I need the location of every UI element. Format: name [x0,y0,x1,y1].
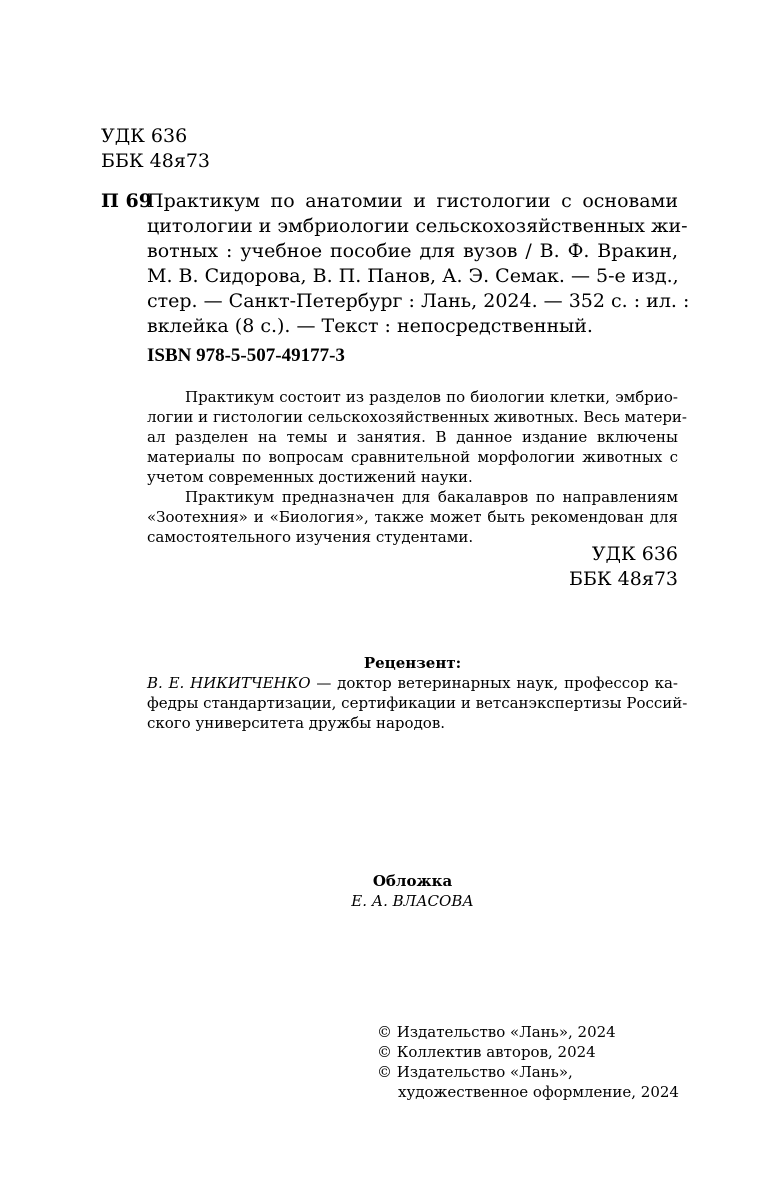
reviewer-line [147,673,678,693]
isbn: ISBN 978-5-507-49177-3 [147,345,345,366]
reviewer-name: В. Е. НИКИТЧЕНКО [147,674,311,692]
copyright-block [377,1022,679,1102]
author-mark: П 69 [101,190,152,212]
bibliographic-description [147,189,690,339]
cover-heading: Обложка [372,872,453,890]
reviewer-desc: — доктор ветеринарных наук, профессор ка- [310,674,678,692]
cover-artist: Е. А. ВЛАСОВА [351,892,474,910]
udk-code: УДК 636 [101,125,188,147]
reviewer-line: ского университета дружбы народов. [147,714,446,732]
abstract-line: логии и гистологии сельскохозяйственных животных. Весь матери- [147,408,687,426]
abstract-line: Практикум состоит из разделов по биологии клетки, эмбрио- [185,388,678,406]
abstract [147,387,687,547]
bib-line: вотных : учебное пособие для вузов / В. Ф. Вракин, [147,240,678,262]
bbk-code: ББК 48я73 [568,568,678,590]
copyright-line: © Издательство «Лань», [377,1063,573,1081]
bib-line: вклейка (8 с.). — Текст : непосредственный. [147,315,593,337]
copyright-line: © Коллектив авторов, 2024 [377,1043,596,1061]
reviewer-block [147,653,688,733]
cover-block [147,871,678,911]
bib-line: М. В. Сидорова, В. П. Панов, А. Э. Семак. — 5-е изд., [147,265,679,287]
abstract-line: Практикум предназначен для бакалавров по направлениям [185,488,678,506]
abstract-line: материалы по вопросам сравнительной морфологии животных с [147,448,678,466]
copyright-line: © Издательство «Лань», 2024 [377,1023,616,1041]
top-classification [101,124,210,174]
udk-code: УДК 636 [591,543,678,565]
bib-line: Практикум по анатомии и гистологии с основами [147,190,678,212]
bib-line: цитологии и эмбриологии сельскохозяйственных жи- [147,215,688,237]
bbk-code: ББК 48я73 [101,150,211,172]
abstract-line: ал разделен на темы и занятия. В данное издание включены [147,428,678,446]
abstract-line: самостоятельного изучения студентами. [147,528,474,546]
abstract-line: «Зоотехния» и «Биология», также может быть рекомендован для [147,508,678,526]
reviewer-line: федры стандартизации, сертификации и ветсанэкспертизы Россий- [147,694,688,712]
bib-line: стер. — Санкт-Петербург : Лань, 2024. — 352 с. : ил. : [147,290,690,312]
copyright-line: художественное оформление, 2024 [398,1083,679,1101]
reviewer-heading: Рецензент: [363,654,462,672]
abstract-line: учетом современных достижений науки. [147,468,473,486]
bottom-classification [478,542,678,592]
